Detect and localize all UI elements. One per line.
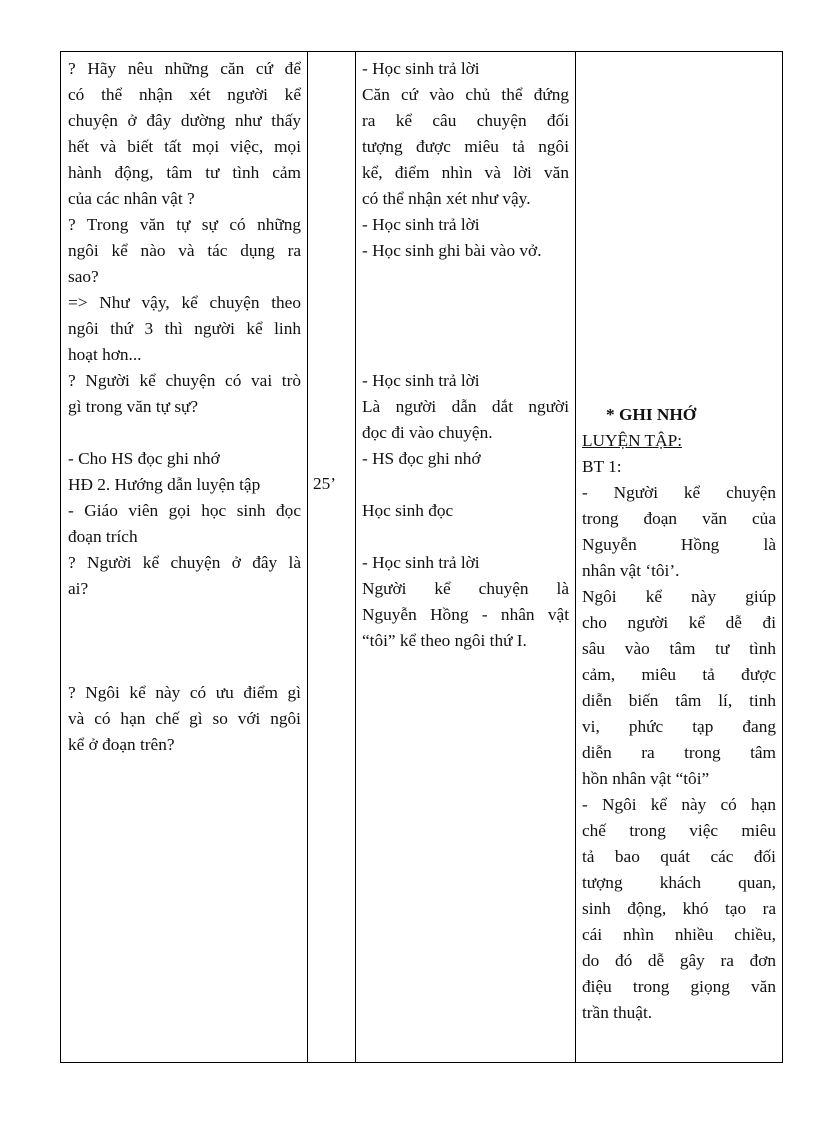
teacher-line: có thể nhận xét người kể: [68, 85, 301, 104]
teacher-line: ai?: [68, 579, 89, 598]
teacher-line: sao?: [68, 267, 99, 286]
teacher-line: gì trong văn tự sự?: [68, 397, 199, 416]
student-block-2: [362, 368, 569, 472]
teacher-line: - Giáo viên gọi học sinh đọc: [68, 501, 301, 520]
student-line: tượng được miêu tả ngôi: [362, 137, 569, 156]
teacher-block-1: [68, 56, 301, 420]
student-line: có thể nhận xét như vậy.: [362, 189, 531, 208]
student-line: - Học sinh ghi bài vào vở.: [362, 241, 542, 260]
content-line: - Người kể chuyện: [582, 483, 776, 502]
content-line: vi, phức tạp đang: [582, 717, 776, 736]
student-line: Là người dẫn dắt người: [362, 397, 569, 416]
teacher-line: và có hạn chế gì so với ngôi: [68, 709, 301, 728]
teacher-line: hết và biết tất mọi việc, mọi: [68, 137, 301, 156]
content-column: [582, 402, 776, 1026]
student-line: kể, điểm nhìn và lời văn: [362, 163, 569, 182]
student-line: Người kể chuyện là: [362, 579, 569, 598]
content-line: tượng khách quan,: [582, 873, 776, 892]
teacher-line: - Cho HS đọc ghi nhớ: [68, 449, 220, 468]
teacher-line: ? Ngôi kể này có ưu điểm gì: [68, 683, 301, 702]
teacher-line: ? Hãy nêu những căn cứ để: [68, 59, 301, 78]
content-line: nhân vật ‘tôi’.: [582, 561, 680, 580]
time-column: [313, 471, 353, 497]
teacher-line: ? Trong văn tự sự có những: [68, 215, 301, 234]
teacher-line: chuyện ở đây dường như thấy: [68, 111, 301, 130]
content-line: cảm, miêu tả được: [582, 665, 776, 684]
student-block-1: [362, 56, 569, 264]
lesson-table: [60, 51, 783, 1063]
teacher-line: ? Người kể chuyện có vai trò: [68, 371, 301, 390]
content-line: cho người kể dễ đi: [582, 613, 776, 632]
column-divider: [307, 52, 308, 1062]
student-line: Nguyễn Hồng - nhân vật: [362, 605, 569, 624]
time-value: 25’: [313, 474, 337, 493]
content-line: điệu trong giọng văn: [582, 977, 776, 996]
student-block-3: [362, 550, 569, 654]
student-line: ra kể câu chuyện đối: [362, 111, 569, 130]
column-divider: [575, 52, 576, 1062]
content-line: Nguyễn Hồng là: [582, 535, 776, 554]
content-line: chế trong việc miêu: [582, 821, 776, 840]
content-line: sâu vào tâm tư tình: [582, 639, 776, 658]
column-divider: [355, 52, 356, 1062]
student-line: - Học sinh trả lời: [362, 553, 480, 572]
teacher-block-2: [68, 446, 301, 602]
luyen-tap-heading: LUYỆN TẬP:: [582, 431, 683, 450]
student-line: - Học sinh trả lời: [362, 371, 480, 390]
content-line: do đó dễ gây ra đơn: [582, 951, 776, 970]
ghi-nho-heading: * GHI NHỚ: [606, 405, 697, 424]
teacher-line: kể ở đoạn trên?: [68, 735, 175, 754]
teacher-line: ngôi kể nào và tác dụng ra: [68, 241, 301, 260]
student-read: Học sinh đọc: [362, 501, 454, 520]
teacher-line: => Như vậy, kể chuyện theo: [68, 293, 301, 312]
student-line: “tôi” kể theo ngôi thứ I.: [362, 631, 527, 650]
teacher-activity-column: [68, 56, 301, 758]
content-line: hồn nhân vật “tôi”: [582, 769, 710, 788]
teacher-block-3: [68, 680, 301, 758]
student-line: đọc đi vào chuyện.: [362, 423, 493, 442]
content-line: cái nhìn nhiều chiều,: [582, 925, 776, 944]
student-line: - HS đọc ghi nhớ: [362, 449, 481, 468]
teacher-line: hoạt hơn...: [68, 345, 142, 364]
content-line: sinh động, khó tạo ra: [582, 899, 776, 918]
content-line: - Ngôi kể này có hạn: [582, 795, 776, 814]
teacher-line: ? Người kể chuyện ở đây là: [68, 553, 301, 572]
content-line: diễn biến tâm lí, tinh: [582, 691, 776, 710]
content-line: trong đoạn văn của: [582, 509, 776, 528]
teacher-line: HĐ 2. Hướng dẫn luyện tập: [68, 475, 261, 494]
student-line: Căn cứ vào chủ thể đứng: [362, 85, 569, 104]
student-line: - Học sinh trả lời: [362, 215, 480, 234]
student-line: - Học sinh trả lời: [362, 59, 480, 78]
content-line: trần thuật.: [582, 1003, 653, 1022]
teacher-line: hành động, tâm tư tình cảm: [68, 163, 301, 182]
content-line: Ngôi kể này giúp: [582, 587, 776, 606]
teacher-line: đoạn trích: [68, 527, 138, 546]
content-line: tả bao quát các đối: [582, 847, 776, 866]
content-line: diễn ra trong tâm: [582, 743, 776, 762]
bt1-label: BT 1:: [582, 457, 622, 476]
teacher-line: ngôi thứ 3 thì người kể linh: [68, 319, 301, 338]
student-activity-column: [362, 56, 569, 654]
teacher-line: của các nhân vật ?: [68, 189, 195, 208]
